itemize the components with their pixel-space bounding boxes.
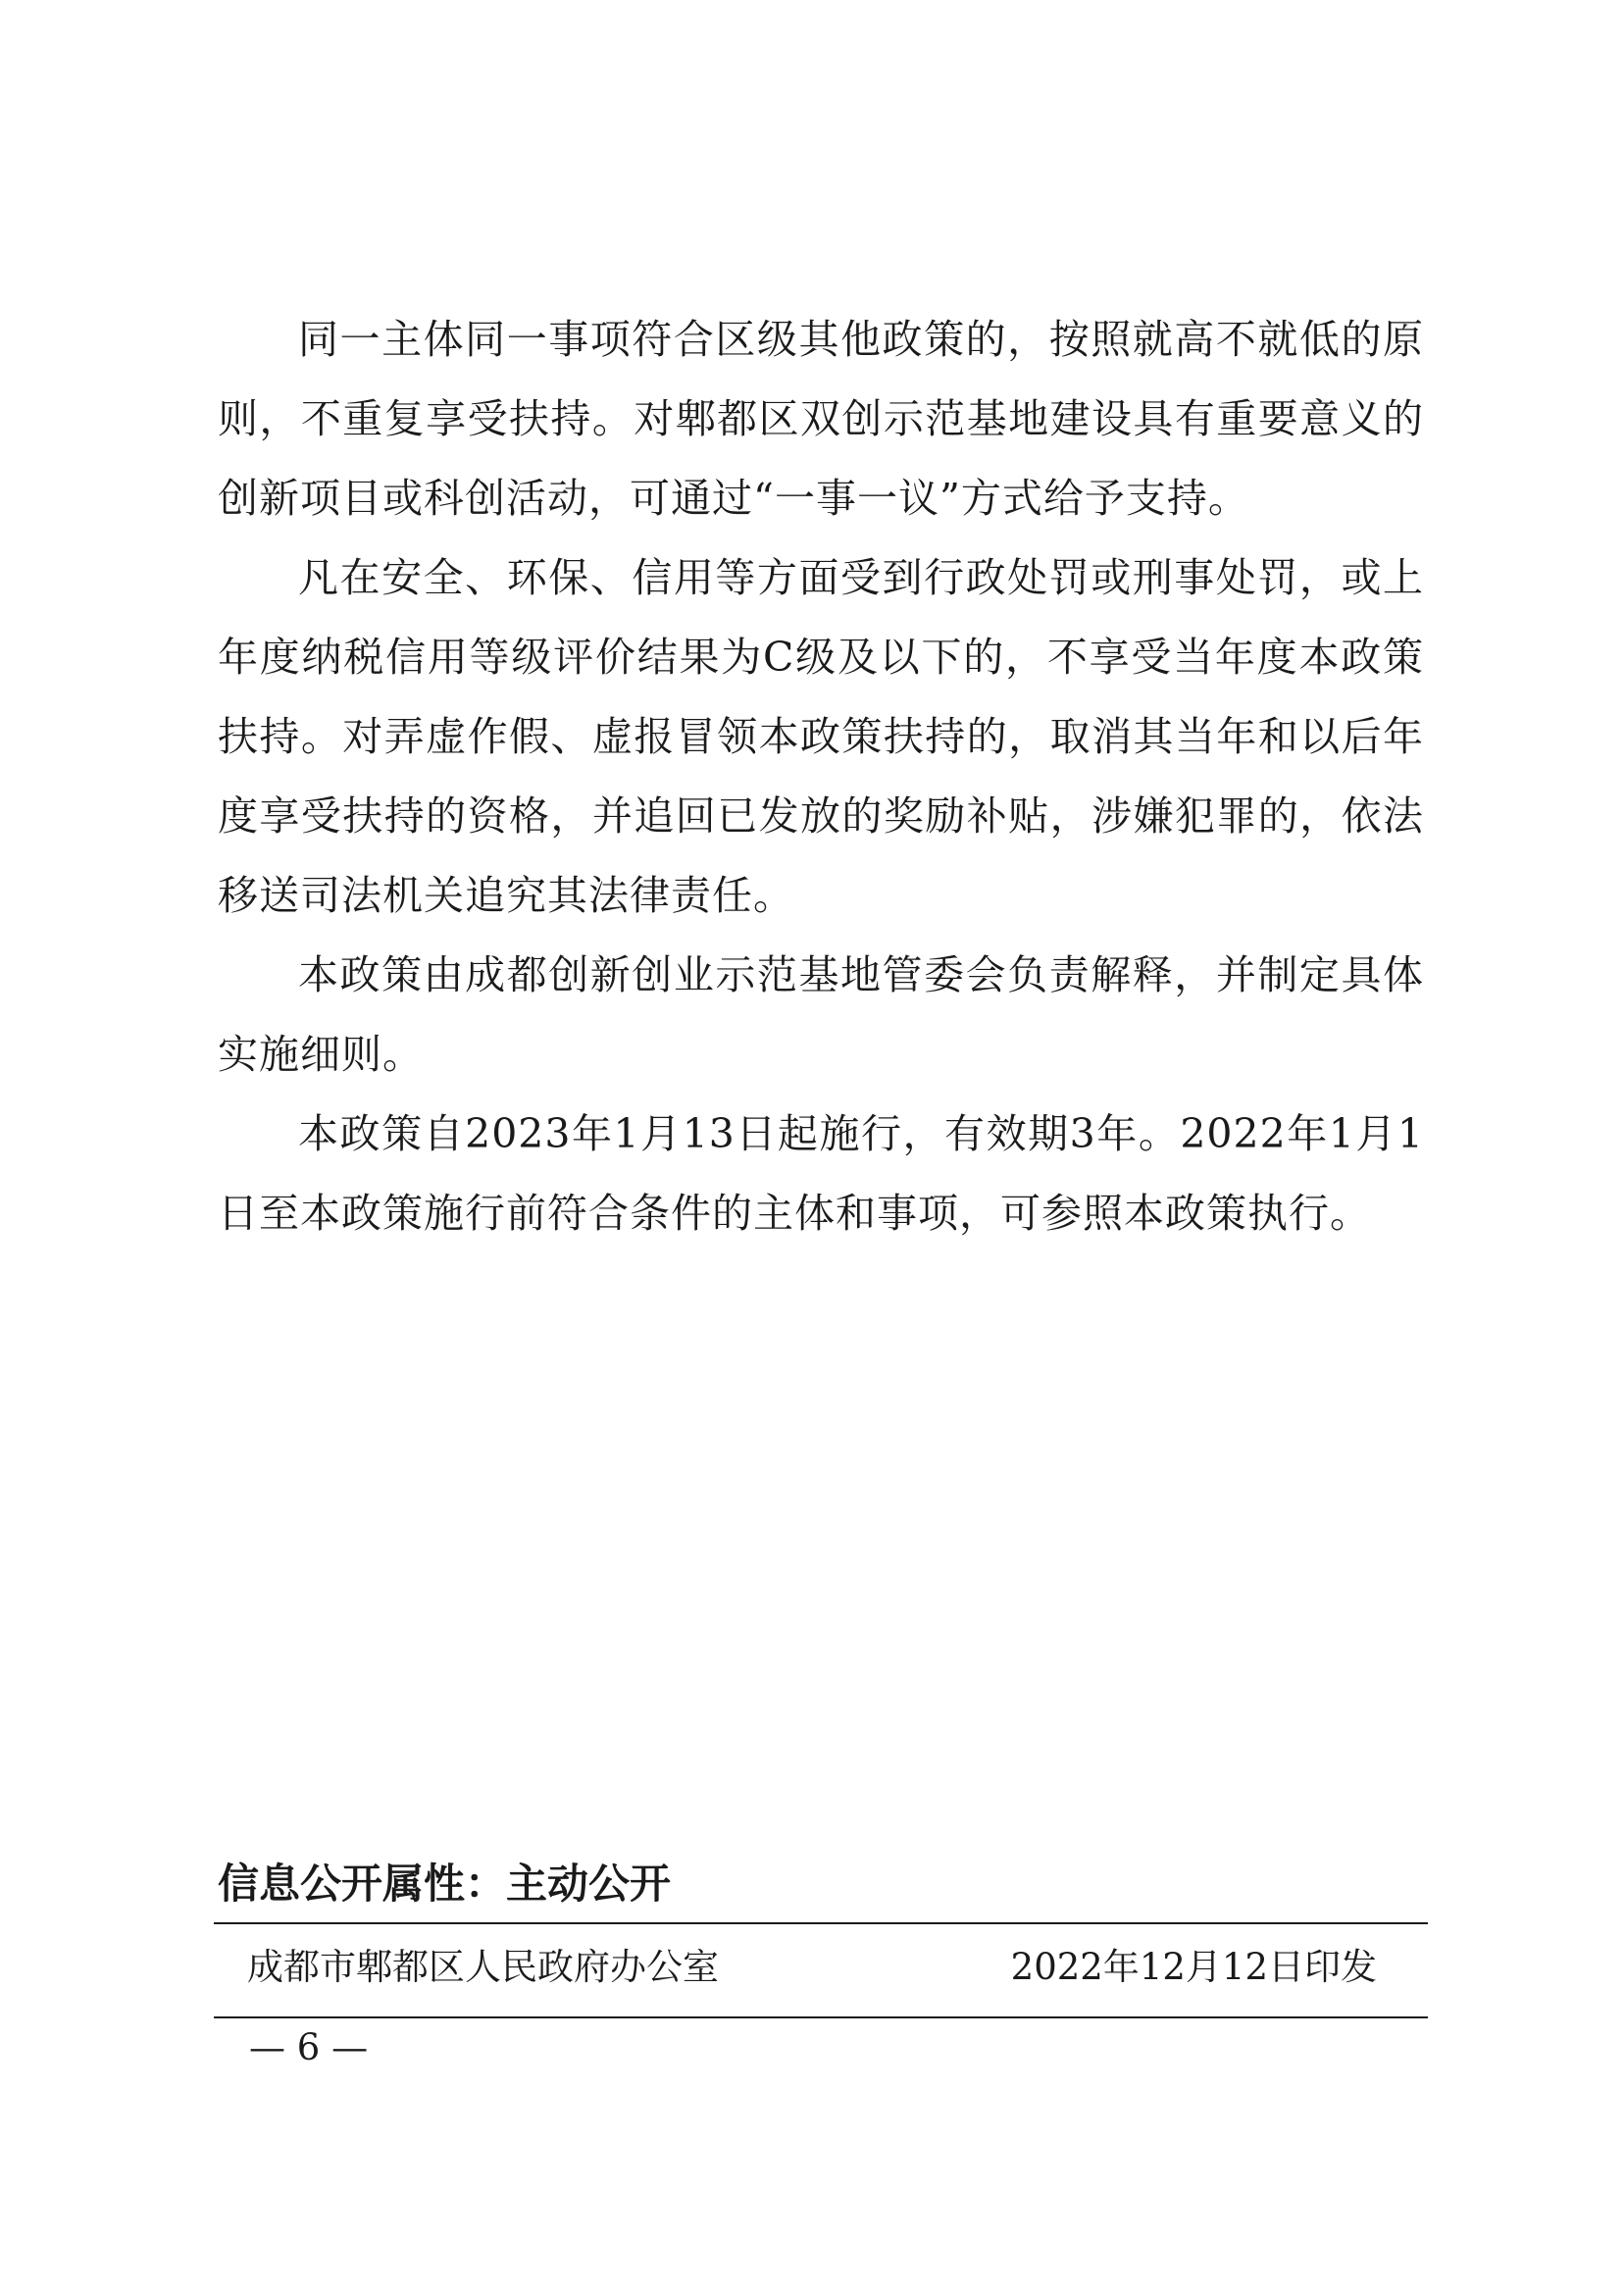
issuing-office: 成都市郫都区人民政府办公室 bbox=[247, 1946, 719, 1988]
footer-divider-top bbox=[214, 1922, 1428, 1924]
footer-divider-bottom bbox=[214, 2016, 1428, 2018]
paragraph-policy-overlap: 同一主体同一事项符合区级其他政策的，按照就高不就低的原则，不重复享受扶持。对郫都区双创示范基地建设具有重要意义的创新项目或科创活动，可通过“一事一议”方式给予支持。 bbox=[218, 316, 1424, 522]
page-number: — 6 — bbox=[249, 2026, 369, 2068]
info-disclosure-label: 信息公开属性：主动公开 bbox=[218, 1860, 672, 1908]
paragraph-effective-date: 本政策自2023年1月13日起施行，有效期3年。2022年1月1日至本政策施行前符合条件的主体和事项，可参照本政策执行。 bbox=[218, 1110, 1424, 1237]
issue-date: 2022年12月12日印发 bbox=[1010, 1946, 1377, 1988]
paragraph-penalty-exclusion: 凡在安全、环保、信用等方面受到行政处罚或刑事处罚，或上年度纳税信用等级评价结果为C级及以下的，不享受当年度本政策扶持。对弄虚作假、虚报冒领本政策扶持的，取消其当年和以后年度享受扶持的资格，并追回已发放的奖励补贴，涉嫌犯罪的，依法移送司法机关追究其法律责任。 bbox=[218, 554, 1424, 919]
document-body bbox=[218, 300, 1424, 1253]
paragraph-interpretation: 本政策由成都创新创业示范基地管委会负责解释，并制定具体实施细则。 bbox=[218, 951, 1424, 1078]
